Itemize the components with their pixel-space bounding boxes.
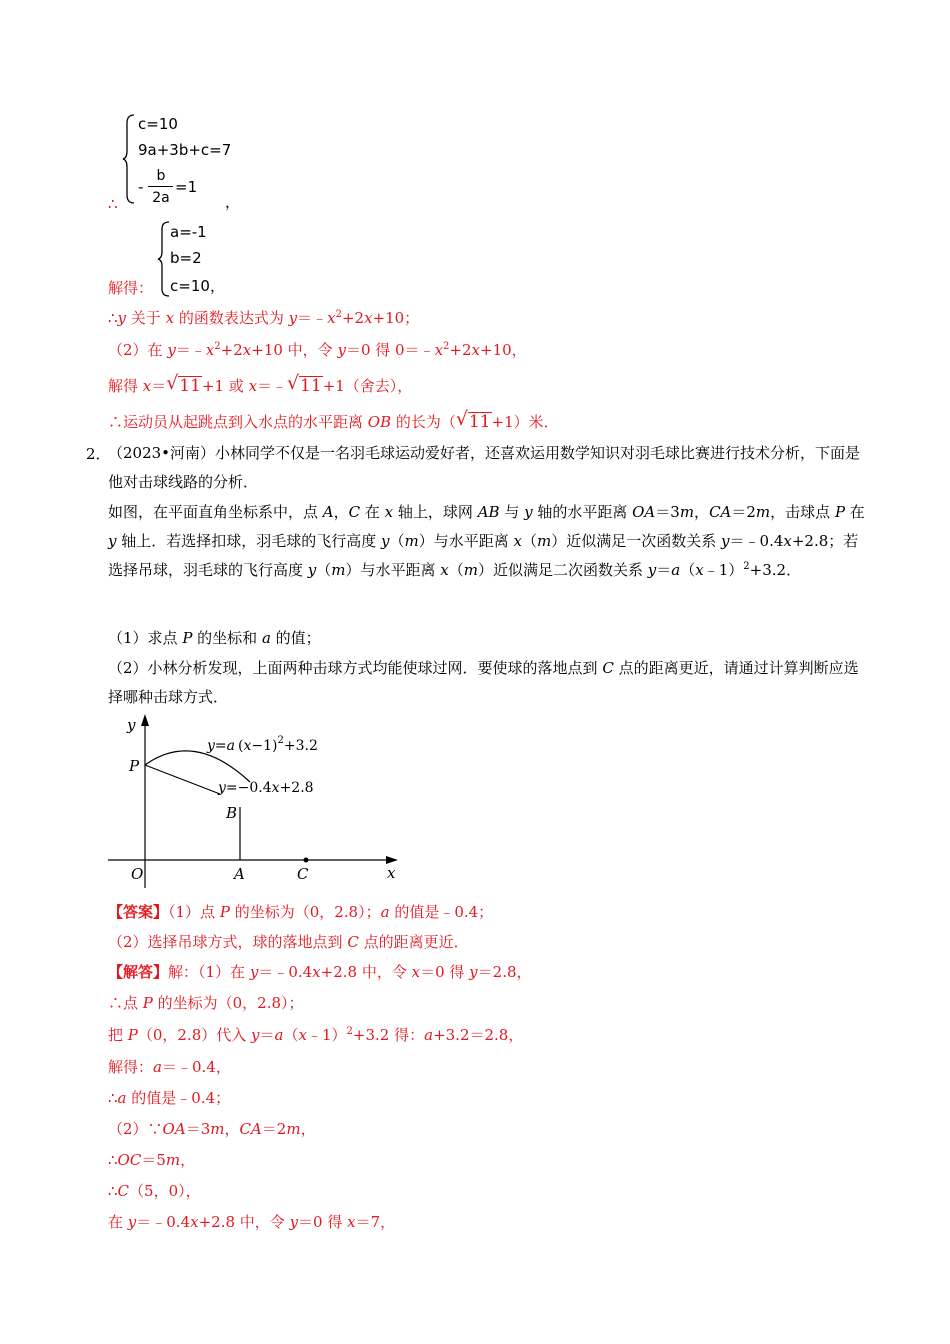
parabola-curve [145,751,250,782]
x-axis-arrow [386,856,398,864]
system2-line3: c=10 [170,277,210,295]
point-C-dot [304,858,309,863]
system1-line2: 9a+3b+c=7 [138,141,232,159]
solution-step-9: 在 y＝﹣0.4x+2.8 中，令 y＝0 得 x＝7， [108,1213,396,1231]
system1-fraction-num: b [156,168,166,184]
solve-label: 解得： [108,279,154,297]
system1-comma: ， [225,193,241,211]
sqrt-symbol: √ 11 [166,372,201,396]
system1-line3-rhs: =1 [175,178,198,196]
answer-line-1: 【答案】（1）点 P 的坐标为（0，2.8）；a 的值是﹣0.4； [108,903,494,921]
solution-step-3: 把 P（0，2.8）代入 y＝a（x﹣1）$^2$+3.2 得：a+3.2＝2.8， [108,1026,524,1044]
x-axis-label: x [387,864,396,882]
solution-step-2: ∴点 P 的坐标为（0，2.8）； [108,994,304,1012]
parabola-label: y=a $(x-1)^2+3.2$ [207,735,318,754]
system2-line1: a=-1 [170,223,207,241]
therefore-symbol: ∴ [108,195,118,213]
solution-step-8: ∴C（5，0）， [108,1182,201,1200]
solution-line-roots: 解得 x＝ √ 11+1 或 x＝﹣ √ 11+1（舍去）， [108,372,413,396]
point-A-label: A [234,865,245,883]
system1-fraction-den: 2a [152,190,170,206]
question-body: 如图，在平面直角坐标系中，点 A，C 在 x 轴上，球网 AB 与 y 轴的水平距离 OA＝3m，CA＝2m，击球点 P 在 y 轴上．若选择扣球，羽毛球的飞行高度 y（m）与水平距离 x（m）近似满足一次函数关系 y＝﹣0.4x+2.8；若选择吊球，羽毛球的飞行高度 y（m）与水平距离 x（m）近似满足二次函数关系 y＝a（x﹣1）$^2$+3.2． [108,503,865,579]
line-label: y=−0.4x+2.8 [218,780,314,796]
linear-function-line [145,765,220,794]
solution-line-part2: （2）在 $y=﹣x^2+2x+10$ 中，令 y＝0 得 $0=﹣x^2+2x+10$， [108,341,527,359]
coordinate-figure [100,710,410,890]
system1-line3-minus: - [138,178,144,196]
system2-line2: b=2 [170,249,202,267]
solution-step-6: （2）∵OA＝3m，CA＝2m， [108,1120,316,1138]
solution-line-conclusion: ∴运动员从起跳点到入水点的水平距离 OB 的长为（ √ 11+1）米． [108,408,559,432]
solution-step-4: 解得：a＝﹣0.4， [108,1058,231,1076]
solution-step-5: ∴a 的值是﹣0.4； [108,1089,231,1107]
system1-line1: c=10 [138,115,178,133]
point-B-label: B [226,804,238,822]
system2-comma: ， [210,277,226,295]
sqrt-symbol: √ 11 [287,372,322,396]
question-part-1: （1）求点 P 的坐标和 a 的值； [108,629,321,647]
origin-label: O [131,865,144,883]
solution-step-1: 【解答】解：（1）在 y＝﹣0.4x+2.8 中，令 x＝0 得 y＝2.8， [108,963,532,981]
brace-2 [157,220,171,298]
question-number: 2． [86,445,111,463]
y-axis-arrow [141,714,149,726]
brace-1 [122,113,136,205]
question-part-2: （2）小林分析发现，上面两种击球方式均能使球过网．要使球的落地点到 C 点的距离更近，请通过计算判断应选择哪种击球方式． [108,659,859,706]
point-C-label: C [297,865,309,883]
solution-step-7: ∴OC＝5m， [108,1151,196,1169]
answer-line-2: （2）选择吊球方式，球的落地点到 C 点的距离更近． [108,933,469,951]
point-P-label: P [129,757,140,775]
y-axis-label: y [127,716,136,734]
solution-line-function: ∴y 关于 x 的函数表达式为 $y=﹣x^2+2x+10$； [108,309,420,327]
question-intro: （2023•河南）小林同学不仅是一名羽毛球运动爱好者，还喜欢运用数学知识对羽毛球比赛进行技术分析，下面是他对击球线路的分析． [108,444,861,491]
fraction-bar [148,186,173,187]
sqrt-symbol: √ 11 [455,408,491,432]
